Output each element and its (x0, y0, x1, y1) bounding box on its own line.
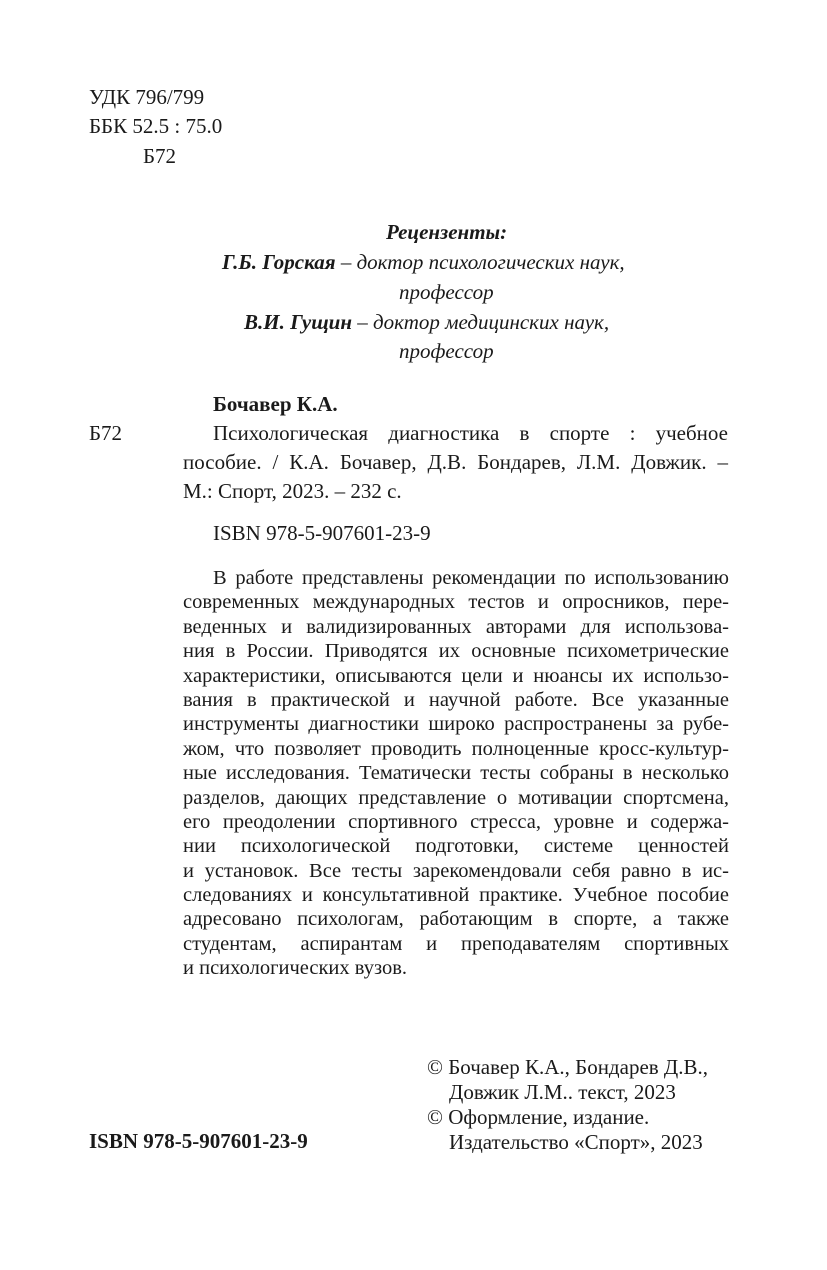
book-author: Бочавер К.А. (213, 392, 338, 416)
bib-line-2 (183, 449, 728, 475)
reviewer-2 (244, 309, 609, 335)
bib-line-1 (213, 420, 728, 446)
bib-line-3: М.: Спорт, 2023. – 232 с. (183, 479, 402, 503)
abstract-line: и психологических вузов. (183, 957, 408, 980)
reviewer-1-name: Г.Б. Горская (222, 250, 336, 274)
copyright-line-2: Довжик Л.М.. текст, 2023 (449, 1080, 676, 1104)
reviewers-heading: Рецензенты: (386, 220, 508, 244)
abstract-line: адресовано психологам, работающим в спорте, а также (183, 908, 729, 931)
copyright-line-4: Издательство «Спорт», 2023 (449, 1130, 703, 1154)
abstract-line: студентам, аспирантам и преподавателям спортивных (183, 932, 729, 955)
abstract-line: современных международных тестов и опросников, пере- (183, 591, 729, 614)
bib-line-1-text: Психологическая диагностика в спорте : учебное (213, 421, 728, 445)
abstract-line: разделов, дающих представление о мотивации спортсмена, (183, 786, 729, 809)
abstract-line: инструменты диагностики широко распространены за рубе- (183, 713, 729, 736)
udk-code: УДК 796/799 (89, 85, 205, 109)
abstract-line: характеристики, описываются цели и нюансы их использо- (183, 664, 729, 687)
footer-isbn: ISBN 978-5-907601-23-9 (89, 1129, 308, 1153)
bib-isbn: ISBN 978-5-907601-23-9 (213, 521, 431, 545)
abstract-line: ные исследования. Тематически тесты собраны в несколько (183, 762, 729, 785)
reviewer-2-name: В.И. Гущин (244, 310, 353, 334)
copyright-line-1: © Бочавер К.А., Бондарев Д.В., (427, 1055, 709, 1079)
bib-line-2-text: пособие. / К.А. Бочавер, Д.В. Бондарев, Л.М. Довжик. – (183, 450, 728, 474)
abstract-line: ния в России. Приводятся их основные психометрические (183, 640, 729, 663)
bbk-code: ББК 52.5 : 75.0 (89, 114, 223, 138)
abstract-line: жом, что позволяет проводить полноценные кросс-культур- (183, 737, 729, 760)
abstract-line: нии психологической подготовки, системе ценностей (183, 835, 729, 858)
abstract-line: веденных и валидизированных авторами для использова- (183, 615, 729, 638)
reviewer-2-desc: – доктор медицинских наук, (352, 310, 610, 334)
reviewer-1 (222, 249, 625, 275)
reviewer-1-desc: – доктор психологических наук, (335, 250, 625, 274)
abstract-line: вания в практической и научной работе. Все указанные (183, 688, 729, 711)
abstract-line: В работе представлены рекомендации по использованию (213, 567, 729, 589)
reviewer-2-title: профессор (399, 339, 494, 363)
abstract-line: его преодолении спортивного стресса, уровне и содержа- (183, 810, 729, 833)
abstract (183, 566, 729, 981)
reviewer-1-title: профессор (399, 280, 494, 304)
author-mark: Б72 (143, 144, 177, 168)
abstract-line: следованиях и консультативной практике. Учебное пособие (183, 884, 729, 907)
copyright-line-3: © Оформление, издание. (427, 1105, 650, 1129)
abstract-line: и установок. Все тесты зарекомендовали себя равно в ис- (183, 859, 729, 882)
bib-mark: Б72 (89, 421, 123, 445)
